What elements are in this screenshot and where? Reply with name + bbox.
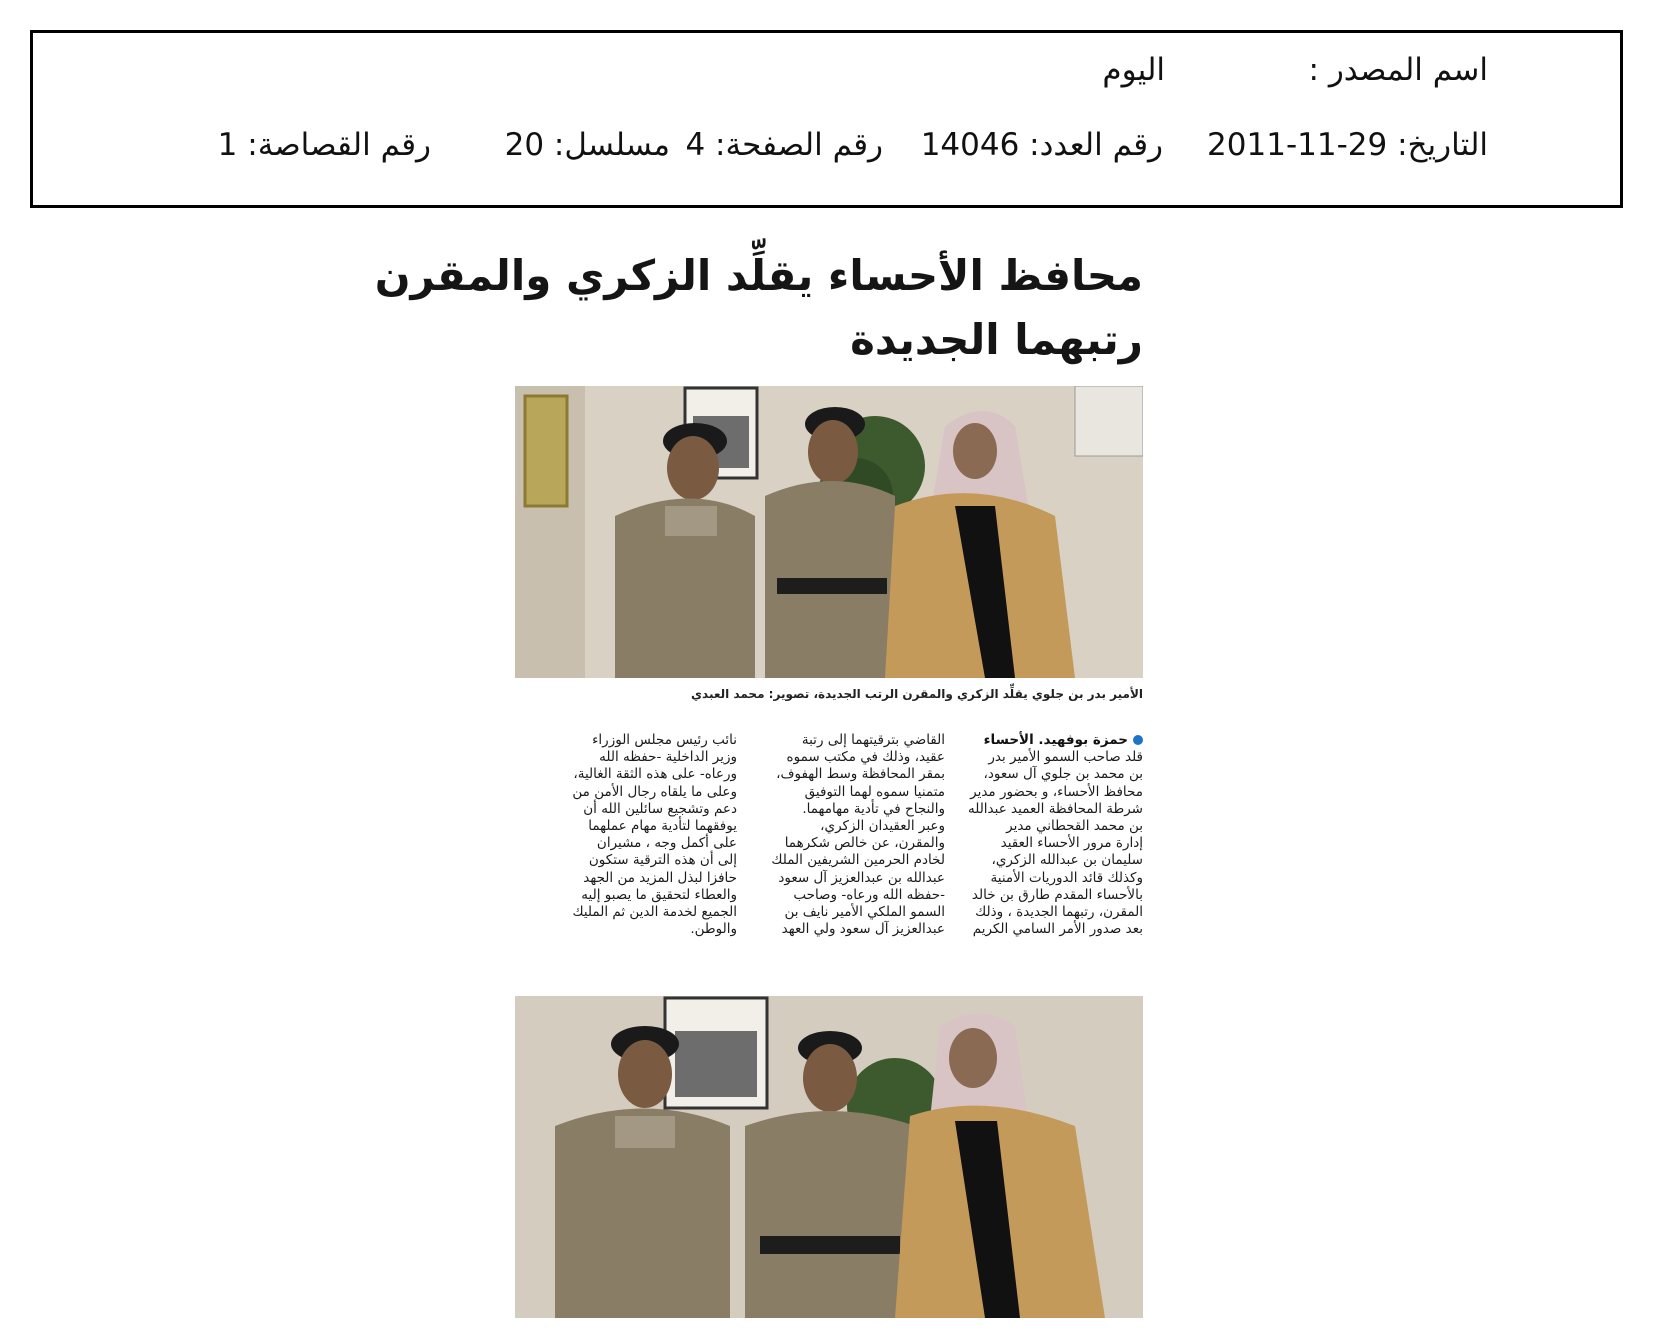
serial-number: مسلسل: 20 — [504, 127, 670, 163]
column-right-line: بن محمد القحطاني مدير — [1006, 817, 1143, 834]
column-right — [963, 732, 1143, 938]
column-middle-line: عبدالعزيز آل سعود ولي العهد — [781, 921, 945, 938]
date-field: التاريخ: 29-11-2011 — [1207, 127, 1488, 163]
headline-line-2: رتبهما الجديدة — [850, 315, 1143, 364]
column-right-line: سليمان بن عبدالله الزكري، — [991, 852, 1143, 869]
byline — [963, 732, 1143, 749]
column-right-line: وكذلك قائد الدوريات الأمنية — [990, 869, 1143, 886]
column-left-line: حافزا لبذل المزيد من الجهد — [583, 869, 737, 886]
issue-number: رقم العدد: 14046 — [920, 127, 1163, 163]
column-middle-line: لخادم الحرمين الشريفين الملك — [771, 852, 945, 869]
column-right-line: بالأحساء المقدم طارق بن خالد — [971, 886, 1143, 903]
column-right-line: بعد صدور الأمر السامي الكريم — [972, 921, 1143, 938]
headline-line-1: محافظ الأحساء يقلِّد الزكري والمقرن — [374, 251, 1143, 300]
source-label: اسم المصدر : — [1308, 52, 1488, 88]
page-number: رقم الصفحة: 4 — [685, 127, 883, 163]
bottom-photo — [515, 996, 1143, 1318]
column-middle — [755, 732, 945, 938]
column-middle-line: والنجاح في تأدية مهامهما. — [802, 800, 945, 817]
column-left — [547, 732, 737, 938]
column-right-line: شرطة المحافظة العميد عبدالله — [967, 800, 1143, 817]
top-photo — [515, 386, 1143, 678]
column-left-line: والوطن. — [690, 921, 737, 938]
top-photo-image — [515, 386, 1143, 678]
column-right-line: محافظ الأحساء، و بحضور مدير — [970, 783, 1143, 800]
column-left-line: والعطاء لتحقيق ما يصبو إليه — [581, 886, 737, 903]
column-left-line: يوفقهما لتأدية مهام عملهما — [588, 817, 737, 834]
column-middle-line: -حفظه الله ورعاه- وصاحب — [793, 886, 945, 903]
column-middle-line: السمو الملكي الأمير نايف بن — [784, 903, 945, 920]
column-left-line: وعلى ما يلقاه رجال الأمن من — [572, 783, 737, 800]
column-right-line: بن محمد بن جلوي آل سعود، — [983, 766, 1143, 783]
column-middle-line: عقيد، وذلك في مكتب سموه — [786, 749, 945, 766]
source-value: اليوم — [1102, 52, 1165, 88]
column-right-line: قلد صاحب السمو الأمير بدر — [988, 749, 1143, 766]
column-middle-line: وعبر العقيدان الزكري، — [820, 817, 945, 834]
column-middle-line: والمقرن، عن خالص شكرهما — [784, 835, 945, 852]
newspaper-article — [374, 228, 1165, 1328]
column-left-line: نائب رئيس مجلس الوزراء — [592, 732, 737, 748]
column-left-line: على أكمل وجه ، مشيران — [596, 835, 737, 852]
column-middle-line: القاضي بترقيتهما إلى رتبة — [801, 732, 945, 748]
column-middle-line: عبدالله بن عبدالعزيز آل سعود — [778, 869, 945, 886]
byline-text: حمزة بوفهيد. الأحساء — [983, 732, 1128, 748]
column-left-line: وزير الداخلية -حفظه الله — [599, 749, 737, 766]
column-middle-line: بمقر المحافظة وسط الهفوف، — [776, 766, 945, 783]
clip-number: رقم القصاصة: 1 — [217, 127, 431, 163]
column-left-line: الجميع لخدمة الدين ثم المليك — [572, 903, 737, 920]
column-left-line: ورعاه- على هذه الثقة الغالية، — [573, 766, 737, 783]
column-middle-line: متمنيا سموه لهما التوفيق — [804, 783, 945, 800]
photo-caption: الأمير بدر بن جلوي يقلِّد الزكري والمقرن الرتب الجديدة، تصوير: محمد العبدي — [691, 687, 1143, 701]
byline-bullet-icon — [1133, 735, 1143, 745]
column-right-line: المقرن، رتبهما الجديدة ، وذلك — [975, 903, 1143, 920]
column-right-line: إدارة مرور الأحساء العقيد — [1000, 835, 1143, 852]
column-left-line: دعم وتشجيع سائلين الله أن — [583, 800, 737, 817]
bottom-photo-image — [515, 996, 1143, 1318]
column-left-line: إلى أن هذه الترقية ستكون — [588, 852, 737, 869]
